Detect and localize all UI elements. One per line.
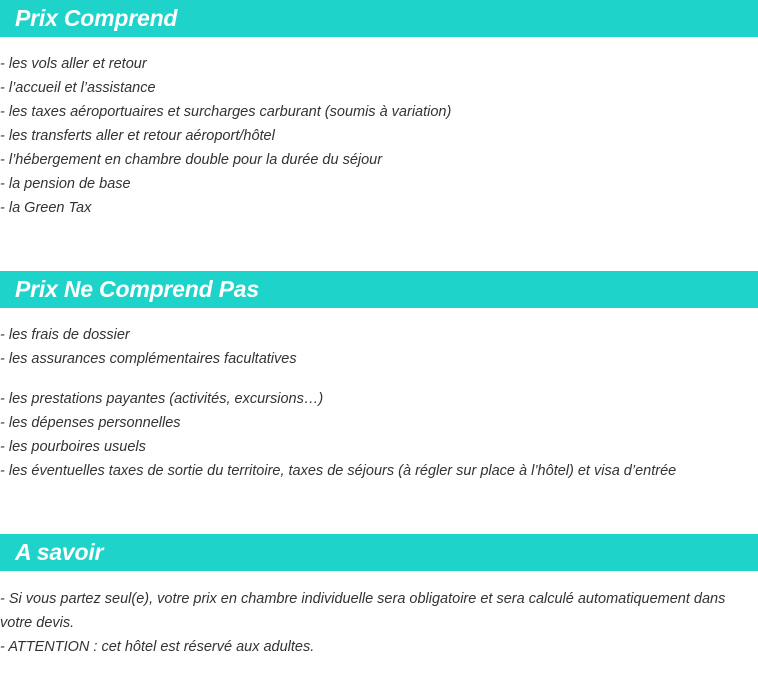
section-header-a-savoir (0, 534, 758, 571)
list-item: - les prestations payantes (activités, excursions…) (0, 391, 324, 407)
list-item: - les pourboires usuels (0, 439, 146, 455)
list-item: - les éventuelles taxes de sortie du territoire, taxes de séjours (à régler sur place à l’hôtel) et visa d’entrée (0, 463, 677, 479)
not-included-list (0, 323, 758, 483)
list-item: - l’hébergement en chambre double pour la durée du séjour (0, 152, 383, 168)
section-title: A savoir (15, 539, 104, 565)
section-title: Prix Ne Comprend Pas (15, 276, 259, 302)
info-paragraph: - ATTENTION : cet hôtel est réservé aux adultes. (0, 639, 315, 655)
list-item: - les transferts aller et retour aéroport/hôtel (0, 128, 275, 144)
list-item: - la Green Tax (0, 200, 92, 216)
list-item: - les taxes aéroportuaires et surcharges carburant (soumis à variation) (0, 104, 452, 120)
list-item: - les dépenses personnelles (0, 415, 181, 431)
list-item: - la pension de base (0, 176, 131, 192)
list-item: - les frais de dossier (0, 327, 130, 343)
info-paragraph: - Si vous partez seul(e), votre prix en chambre individuelle sera obligatoire et sera calculé automatiquement dans votre devis. (0, 591, 726, 631)
list-item: - l’accueil et l’assistance (0, 80, 156, 96)
section-header-prix-ne-comprend-pas (0, 271, 758, 308)
section-header-prix-comprend (0, 0, 758, 37)
section-title: Prix Comprend (15, 5, 178, 31)
included-list (0, 52, 758, 220)
list-item: - les assurances complémentaires facultatives (0, 351, 297, 367)
list-item: - les vols aller et retour (0, 56, 147, 72)
